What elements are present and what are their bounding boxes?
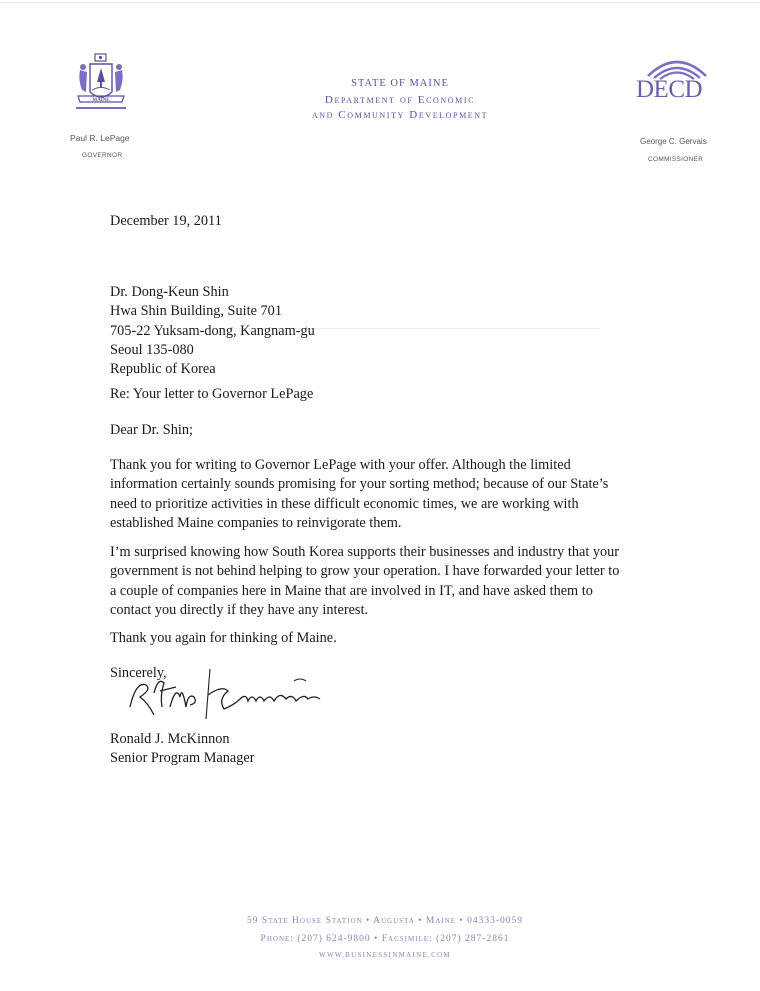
address-line: Hwa Shin Building, Suite 701 — [110, 303, 282, 320]
commissioner-name: George C. Gervais — [640, 137, 707, 146]
scan-line-top — [0, 2, 760, 3]
svg-text:MAINE: MAINE — [92, 98, 110, 103]
paragraph-line: Thank you for writing to Governor LePage with your offer. Although the limited — [110, 457, 571, 473]
recipient-address — [110, 283, 630, 379]
paragraph-line: government is not behind helping to grow your operation. I have forwarded your letter to — [110, 563, 620, 580]
paragraph-line: information certainly sounds promising for your sorting method; because of our State’s — [110, 476, 609, 493]
letterhead-department-line1: Department of Economic — [324, 94, 476, 106]
maine-state-seal-icon — [72, 52, 130, 118]
commissioner-title: COMMISSIONER — [648, 156, 704, 163]
handwritten-signature — [124, 663, 336, 723]
body-paragraph-2 — [110, 543, 650, 620]
signer-name: Ronald J. McKinnon — [110, 731, 230, 747]
subject-line: Re: Your letter to Governor LePage — [110, 386, 314, 402]
decd-logo-text: DECD — [636, 76, 703, 103]
body-paragraph-1 — [110, 456, 650, 533]
closing-sentence: Thank you again for thinking of Maine. — [110, 630, 337, 646]
footer-phone: Phone: (207) 624-9800 • Facsimile: (207) 287-2861 — [260, 934, 510, 944]
footer-address: 59 State House Station • Augusta • Maine • 04333-0059 — [246, 916, 524, 926]
letter-date: December 19, 2011 — [110, 213, 222, 229]
letterhead-state: STATE OF MAINE — [351, 78, 449, 89]
address-line: Seoul 135-080 — [110, 341, 194, 358]
footer-website: WWW.BUSINESSINMAINE.COM — [319, 951, 451, 959]
governor-title: GOVERNOR — [82, 152, 123, 159]
address-line: Dr. Dong-Keun Shin — [110, 284, 229, 300]
governor-name: Paul R. LePage — [70, 133, 130, 143]
signer-title: Senior Program Manager — [110, 750, 255, 766]
paragraph-line: a couple of companies here in Maine that are involved in IT, and have asked them to — [110, 582, 593, 599]
address-line: Republic of Korea — [110, 361, 216, 378]
salutation: Dear Dr. Shin; — [110, 422, 193, 438]
paragraph-line: contact you directly if they have any interest. — [110, 601, 369, 618]
address-line: 705-22 Yuksam-dong, Kangnam-gu — [110, 322, 315, 339]
paragraph-line: established Maine companies to reinvigorate them. — [110, 514, 402, 531]
closing: Sincerely, — [110, 665, 167, 681]
paragraph-line: I’m surprised knowing how South Korea supports their businesses and industry that your — [110, 544, 620, 560]
letterhead-department-line2: and Community Development — [311, 109, 489, 121]
paragraph-line: need to prioritize activities in these difficult economic times, we are working with — [110, 495, 579, 512]
